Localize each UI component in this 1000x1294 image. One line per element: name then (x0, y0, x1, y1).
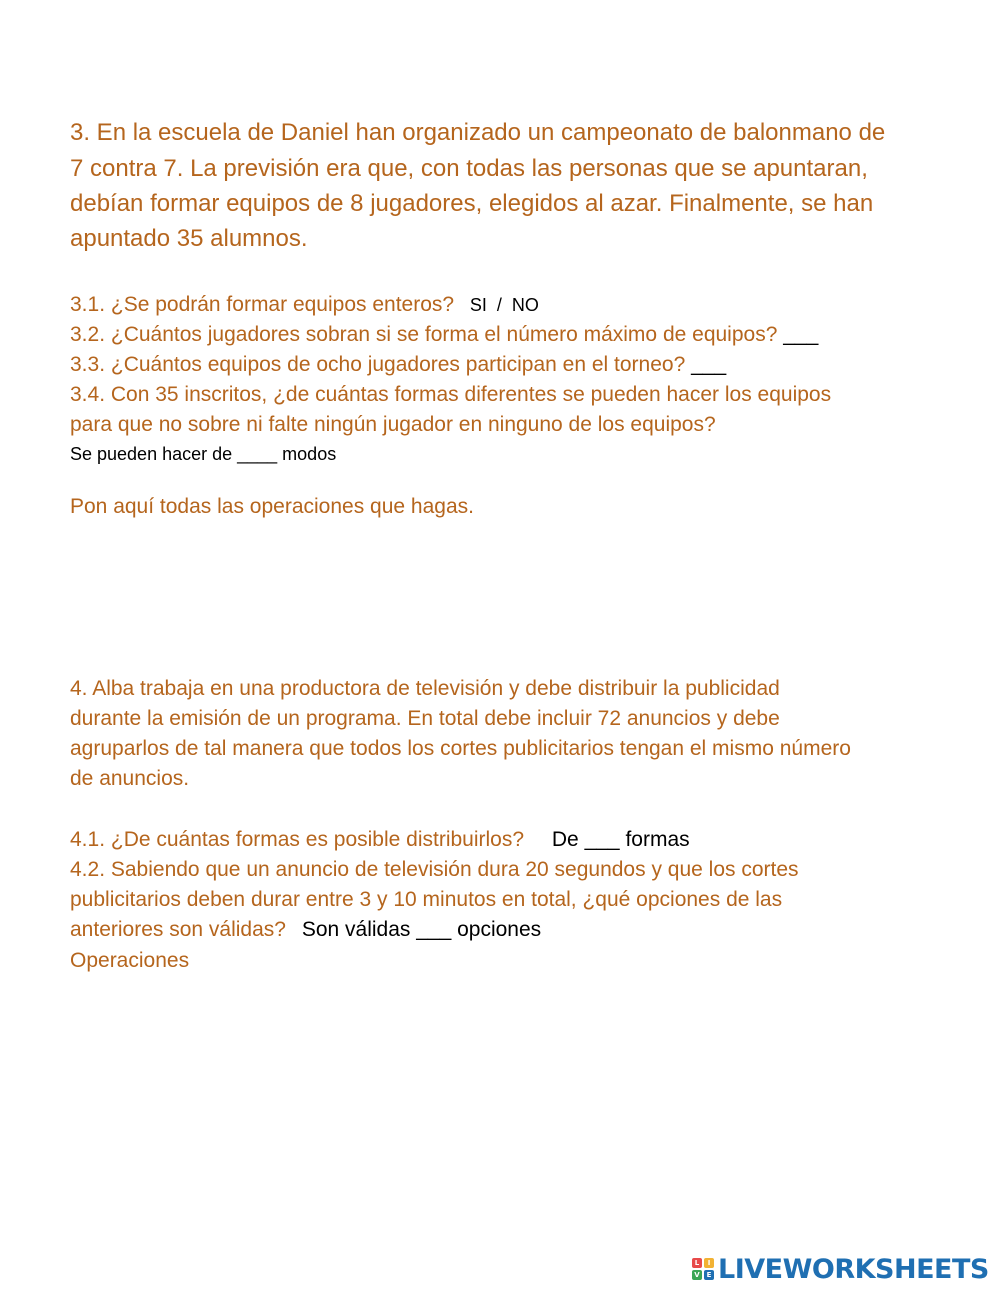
question-3-2-text: 3.2. ¿Cuántos jugadores sobran si se forma el número máximo de equipos? (70, 323, 778, 346)
question-3-4-line-1: 3.4. Con 35 inscritos, ¿de cuántas formas diferentes se pueden hacer los equipos (70, 383, 832, 406)
question-3-1-text: 3.1. ¿Se podrán formar equipos enteros? (70, 293, 455, 316)
question-3-3-text: 3.3. ¿Cuántos equipos de ocho jugadores participan en el torneo? (70, 353, 686, 376)
question-4-1-text: 4.1. ¿De cuántas formas es posible distribuirlos? (70, 828, 525, 851)
problem-4-intro-line-1: 4. Alba trabaja en una productora de televisión y debe distribuir la publicidad (70, 677, 780, 700)
question-4-1-answer[interactable]: De ___ formas (551, 828, 690, 851)
question-3-3 (70, 350, 726, 380)
problem-3-intro-line-4: apuntado 35 alumnos. (70, 225, 308, 252)
work-area-prompt: Pon aquí todas las operaciones que hagas. (70, 495, 474, 518)
question-3-1 (70, 290, 539, 320)
liveworksheets-logo (692, 1252, 989, 1286)
question-3-2 (70, 320, 818, 350)
question-4-2-line-1: 4.2. Sabiendo que un anuncio de televisión dura 20 segundos y que los cortes (70, 858, 799, 881)
problem-4-intro-line-3: agruparlos de tal manera que todos los cortes publicitarios tengan el mismo número (70, 737, 851, 760)
question-3-2-blank[interactable]: ___ (783, 323, 819, 346)
question-4-2-answer[interactable]: Son válidas ___ opciones (301, 918, 542, 941)
question-3-1-options[interactable]: SI / NO (469, 295, 539, 315)
liveworksheets-wordmark: LIVEWORKSHEETS (718, 1253, 989, 1285)
problem-4-intro-line-2: durante la emisión de un programa. En total debe incluir 72 anuncios y debe (70, 707, 780, 730)
problem-3-intro-line-2: 7 contra 7. La previsión era que, con todas las personas que se apuntaran, (70, 155, 868, 182)
logo-letter-l: L (692, 1258, 702, 1268)
question-3-4-answer[interactable]: Se pueden hacer de ____ modos (70, 444, 337, 464)
question-3-4-line-2: para que no sobre ni falte ningún jugador en ninguno de los equipos? (70, 413, 716, 436)
logo-letter-i: I (704, 1258, 714, 1268)
logo-letter-e: E (704, 1270, 714, 1280)
liveworksheets-logo-icon (692, 1258, 714, 1280)
problem-4-intro-line-4: de anuncios. (70, 767, 190, 790)
problem-3-intro-line-3: debían formar equipos de 8 jugadores, elegidos al azar. Finalmente, se han (70, 190, 874, 217)
question-3-3-blank[interactable]: ___ (691, 353, 727, 376)
question-4-2-line-2: publicitarios deben durar entre 3 y 10 minutos en total, ¿qué opciones de las (70, 888, 783, 911)
question-4-2-line-3 (70, 915, 541, 945)
operations-label: Operaciones (70, 949, 190, 972)
question-4-2-text: anteriores son válidas? (70, 918, 286, 941)
problem-3-intro-line-1: 3. En la escuela de Daniel han organizado un campeonato de balonmano de (70, 119, 886, 146)
question-4-1 (70, 825, 690, 855)
logo-letter-v: V (692, 1270, 702, 1280)
